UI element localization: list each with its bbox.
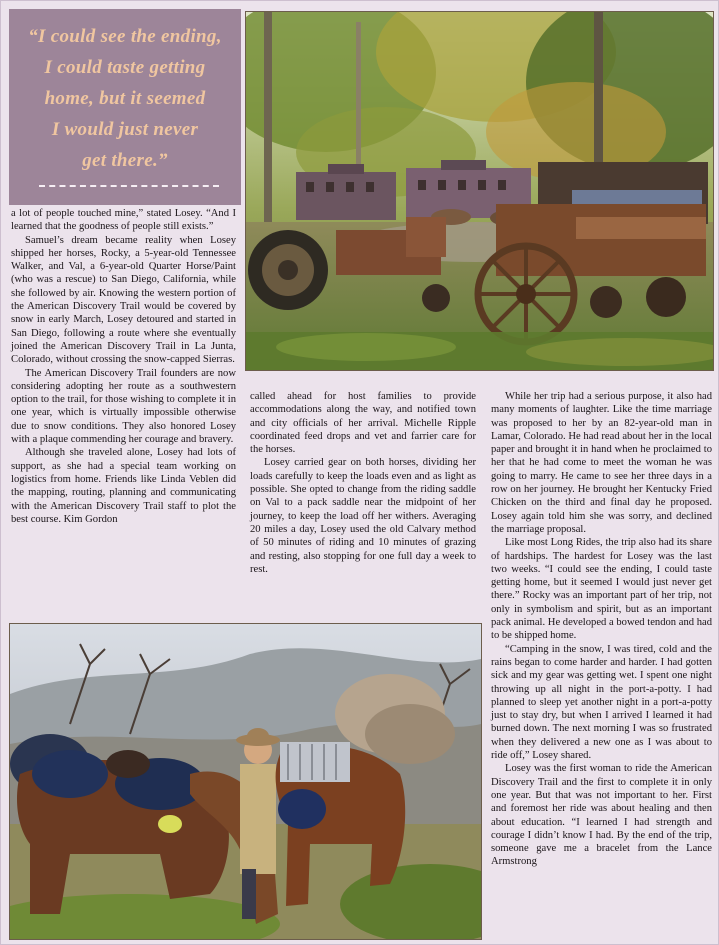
paragraph: Although she traveled alone, Losey had lots of support, as she had a special team working on logistics from home. Friends like Linda Veblen did the mapping, routing, planning and communicating with the American Discovery Trail staff to plot the best course. Kim Gordon [11, 447, 236, 525]
paragraph: Losey was the first woman to ride the American Discovery Trail and the first to complete it in only one year. But that was not important to her. First and foremost her ride was about healing and then about education. “I learned I had strength and courage I didn’t know I had. By the end of the trip, someone gave me a bracelet from the Lance Armstrong [491, 763, 712, 868]
article-column-1 [11, 207, 236, 526]
paragraph: Losey carried gear on both horses, dividing her loads carefully to keep the loads even and as light as possible. She opted to change from the riding saddle on Val to a pack saddle near the midpoint of her journey, to keep the load off her withers. Averaging 20 miles a day, Losey used the old Calvary method of 50 minutes of riding and 10 minutes of grazing and resting, also stopping for one full day a week to rest. [250, 457, 476, 575]
paragraph: The American Discovery Trail founders are now considering adopting her route as a southwestern option to the trail, for those wishing to complete it in one year, which is virtually impossible otherwise due to snow conditions. They also honored Losey with a plaque commending her courage and bravery. [11, 367, 236, 446]
pull-quote-line: get there.” [82, 150, 168, 171]
dashed-divider [39, 185, 219, 187]
pull-quote-line: “I could see the ending, [28, 26, 222, 47]
paragraph: a lot of people touched mine,” stated Losey. “And I learned that the goodness of people still exists.” [11, 208, 236, 233]
photo-rider-with-horses-image [10, 624, 481, 939]
pull-quote-line: home, but it seemed [44, 88, 206, 109]
photo-rail-cars-and-tractors-image [246, 12, 713, 370]
photo-rail-cars-and-tractors [245, 11, 714, 371]
article-column-2 [250, 390, 476, 576]
pull-quote-line: I could taste getting [44, 57, 206, 78]
photo-rider-with-horses [9, 623, 482, 940]
pull-quote-box [9, 9, 241, 205]
article-column-3 [491, 390, 712, 869]
paragraph: While her trip had a serious purpose, it also had many moments of laughter. Like the time marriage was proposed to her by an 82-year-old man in Lamar, Colorado. He had read about her in the local paper and brought it in hand when he proclaimed to her that he had come to meet the woman he was going to marry. He came to see her three days in a row on her journey. He brought her Kentucky Fried Chicken on the third and final day he proposed. Losey again told him she was sorry, and declined the marriage proposal. [491, 391, 712, 535]
paragraph: called ahead for host families to provide accommodations along the way, and notified town and city officials of her arrival. Michelle Ripple coordinated feed drops and vet and farrier care for the horses. [250, 391, 476, 456]
paragraph: Samuel’s dream became reality when Losey shipped her horses, Rocky, a 5-year-old Tennessee Walker, and Val, a 6-year-old Quarter Horse/Paint (who was a rescue) to San Diego, California, while she followed by air. Knowing the western portion of the American Discovery Trail would be covered by snow in early March, Losey detoured and started in San Diego, following a route where she eventually joined the American Discovery Trail in La Junta, Colorado, without crossing the snow-capped Sierras. [11, 234, 236, 366]
paragraph: “Camping in the snow, I was tired, cold and the rains began to come harder and harder. I had gotten sick and my gear was getting wet. I spent one night throwing up all night in the port-a-potty. I had planned to sleep yet another night in a port-a-potty just to stay dry, but when I arrived I learned it had burned down. The next morning I was so frustrated when they delivered a new one as I was about to ride off,” Losey shared. [491, 643, 712, 762]
paragraph: Like most Long Rides, the trip also had its share of hardships. The hardest for Losey was the last two weeks. “I could see the ending, I could taste getting home, but it seemed I would just never get there.” Rocky was an important part of her trip, not only in symbolism and spirit, but as an important pack animal. He developed a bowed tendon and had to be shipped home. [491, 537, 712, 642]
pull-quote [19, 21, 231, 176]
pull-quote-line: I would just never [51, 119, 199, 140]
